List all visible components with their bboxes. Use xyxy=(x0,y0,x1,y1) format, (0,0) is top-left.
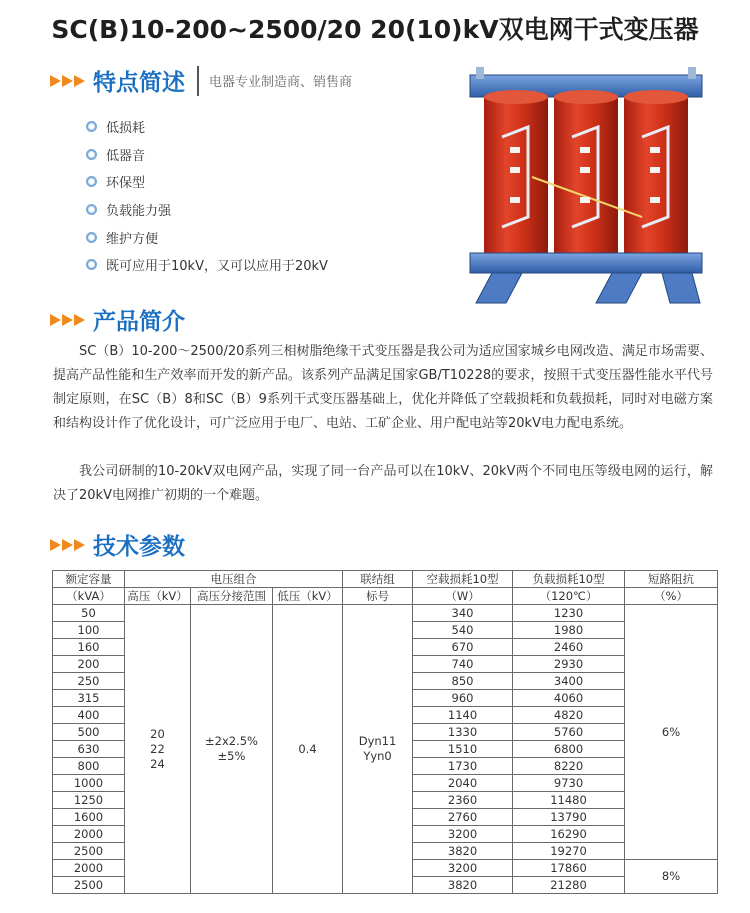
features-heading: 特点简述 xyxy=(93,70,185,96)
noload-cell: 2760 xyxy=(413,809,513,826)
header-vector: 联结组 xyxy=(343,571,413,588)
load-cell: 1230 xyxy=(513,605,625,622)
load-cell: 6800 xyxy=(513,741,625,758)
header-noload-unit: （W） xyxy=(413,588,513,605)
circle-bullet-icon xyxy=(86,149,97,160)
noload-cell: 740 xyxy=(413,656,513,673)
capacity-cell: 400 xyxy=(53,707,125,724)
lv-cell: 0.4 xyxy=(273,605,343,894)
load-cell: 21280 xyxy=(513,877,625,894)
vector-cell: Dyn11 Yyn0 xyxy=(343,605,413,894)
intro-paragraph: SC（B）10-200～2500/20系列三相树脂绝缘干式变压器是我公司为适应国家城乡电网改造、满足市场需要、提高产品性能和生产效率而开发的新产品。该系列产品满足国家GB/T10228的要求，按照干式变压器性能水平代号制定原则，在SC（B）8和SC（B）9系列干式变压器基础上，优化并降低了空载损耗和负载损耗，同时对电磁方案和结构设计作了优化设计，可广泛应用于电厂、电站、工矿企业、用户配电站等20kV电力配电系统。 xyxy=(53,344,713,431)
load-cell: 13790 xyxy=(513,809,625,826)
circle-bullet-icon xyxy=(86,204,97,215)
load-cell: 17860 xyxy=(513,860,625,877)
noload-cell: 850 xyxy=(413,673,513,690)
load-cell: 3400 xyxy=(513,673,625,690)
load-cell: 11480 xyxy=(513,792,625,809)
capacity-cell: 1000 xyxy=(53,775,125,792)
capacity-cell: 800 xyxy=(53,758,125,775)
capacity-cell: 1250 xyxy=(53,792,125,809)
noload-cell: 670 xyxy=(413,639,513,656)
noload-cell: 2040 xyxy=(413,775,513,792)
circle-bullet-icon xyxy=(86,176,97,187)
heading-divider xyxy=(197,66,199,96)
noload-cell: 3200 xyxy=(413,826,513,843)
load-cell: 19270 xyxy=(513,843,625,860)
transformer-image xyxy=(462,67,710,311)
capacity-cell: 50 xyxy=(53,605,125,622)
feature-item: 低器音 xyxy=(86,141,328,169)
intro-heading-block xyxy=(50,303,185,336)
load-cell: 16290 xyxy=(513,826,625,843)
header-capacity-unit: （kVA） xyxy=(53,588,125,605)
hv-cell: 20 22 24 xyxy=(125,605,191,894)
header-impedance-unit: （%） xyxy=(625,588,718,605)
feature-item: 环保型 xyxy=(86,168,328,196)
header-load: 负载损耗10型 xyxy=(513,571,625,588)
load-cell: 9730 xyxy=(513,775,625,792)
capacity-cell: 1600 xyxy=(53,809,125,826)
capacity-cell: 2500 xyxy=(53,877,125,894)
spec-heading: 技术参数 xyxy=(93,534,185,560)
feature-list xyxy=(86,113,328,279)
capacity-cell: 2000 xyxy=(53,826,125,843)
intro-paragraph: 我公司研制的10-20kV双电网产品，实现了同一台产品可以在10kV、20kV两个不同电压等级电网的运行，解决了20kV电网推广初期的一个难题。 xyxy=(53,464,713,503)
capacity-cell: 200 xyxy=(53,656,125,673)
impedance-cell: 6% xyxy=(625,605,718,860)
load-cell: 8220 xyxy=(513,758,625,775)
load-cell: 5760 xyxy=(513,724,625,741)
feature-item: 低损耗 xyxy=(86,113,328,141)
capacity-cell: 315 xyxy=(53,690,125,707)
orange-arrows-icon xyxy=(50,75,85,87)
header-capacity: 额定容量 xyxy=(53,571,125,588)
header-tap: 高压分接范围 xyxy=(191,588,273,605)
features-heading-block xyxy=(50,64,352,97)
load-cell: 1980 xyxy=(513,622,625,639)
header-vector-sub: 标号 xyxy=(343,588,413,605)
noload-cell: 2360 xyxy=(413,792,513,809)
tap-cell: ±2x2.5% ±5% xyxy=(191,605,273,894)
noload-cell: 540 xyxy=(413,622,513,639)
spec-table xyxy=(52,570,718,894)
noload-cell: 1510 xyxy=(413,741,513,758)
load-cell: 4820 xyxy=(513,707,625,724)
capacity-cell: 160 xyxy=(53,639,125,656)
feature-item: 既可应用于10kV，又可以应用于20kV xyxy=(86,251,328,279)
intro-heading: 产品简介 xyxy=(93,309,185,335)
noload-cell: 960 xyxy=(413,690,513,707)
noload-cell: 3200 xyxy=(413,860,513,877)
capacity-cell: 2000 xyxy=(53,860,125,877)
table-row xyxy=(53,605,718,622)
page-title: SC(B)10-200~2500/20 20(10)kV双电网干式变压器 xyxy=(51,15,699,44)
capacity-cell: 250 xyxy=(53,673,125,690)
spec-heading-block xyxy=(50,528,185,561)
circle-bullet-icon xyxy=(86,232,97,243)
header-lv: 低压（kV） xyxy=(273,588,343,605)
header-load-unit: （120℃） xyxy=(513,588,625,605)
noload-cell: 1730 xyxy=(413,758,513,775)
noload-cell: 3820 xyxy=(413,877,513,894)
noload-cell: 1330 xyxy=(413,724,513,741)
capacity-cell: 100 xyxy=(53,622,125,639)
orange-arrows-icon xyxy=(50,539,85,551)
capacity-cell: 2500 xyxy=(53,843,125,860)
impedance-cell: 8% xyxy=(625,860,718,894)
header-impedance: 短路阻抗 xyxy=(625,571,718,588)
noload-cell: 340 xyxy=(413,605,513,622)
feature-item: 负载能力强 xyxy=(86,196,328,224)
noload-cell: 1140 xyxy=(413,707,513,724)
header-voltage-group: 电压组合 xyxy=(125,571,343,588)
header-hv: 高压（kV） xyxy=(125,588,191,605)
load-cell: 4060 xyxy=(513,690,625,707)
load-cell: 2930 xyxy=(513,656,625,673)
header-noload: 空载损耗10型 xyxy=(413,571,513,588)
capacity-cell: 630 xyxy=(53,741,125,758)
circle-bullet-icon xyxy=(86,259,97,270)
noload-cell: 3820 xyxy=(413,843,513,860)
feature-item: 维护方便 xyxy=(86,223,328,251)
features-subtitle: 电器专业制造商、销售商 xyxy=(209,75,353,90)
capacity-cell: 500 xyxy=(53,724,125,741)
circle-bullet-icon xyxy=(86,121,97,132)
load-cell: 2460 xyxy=(513,639,625,656)
orange-arrows-icon xyxy=(50,314,85,326)
